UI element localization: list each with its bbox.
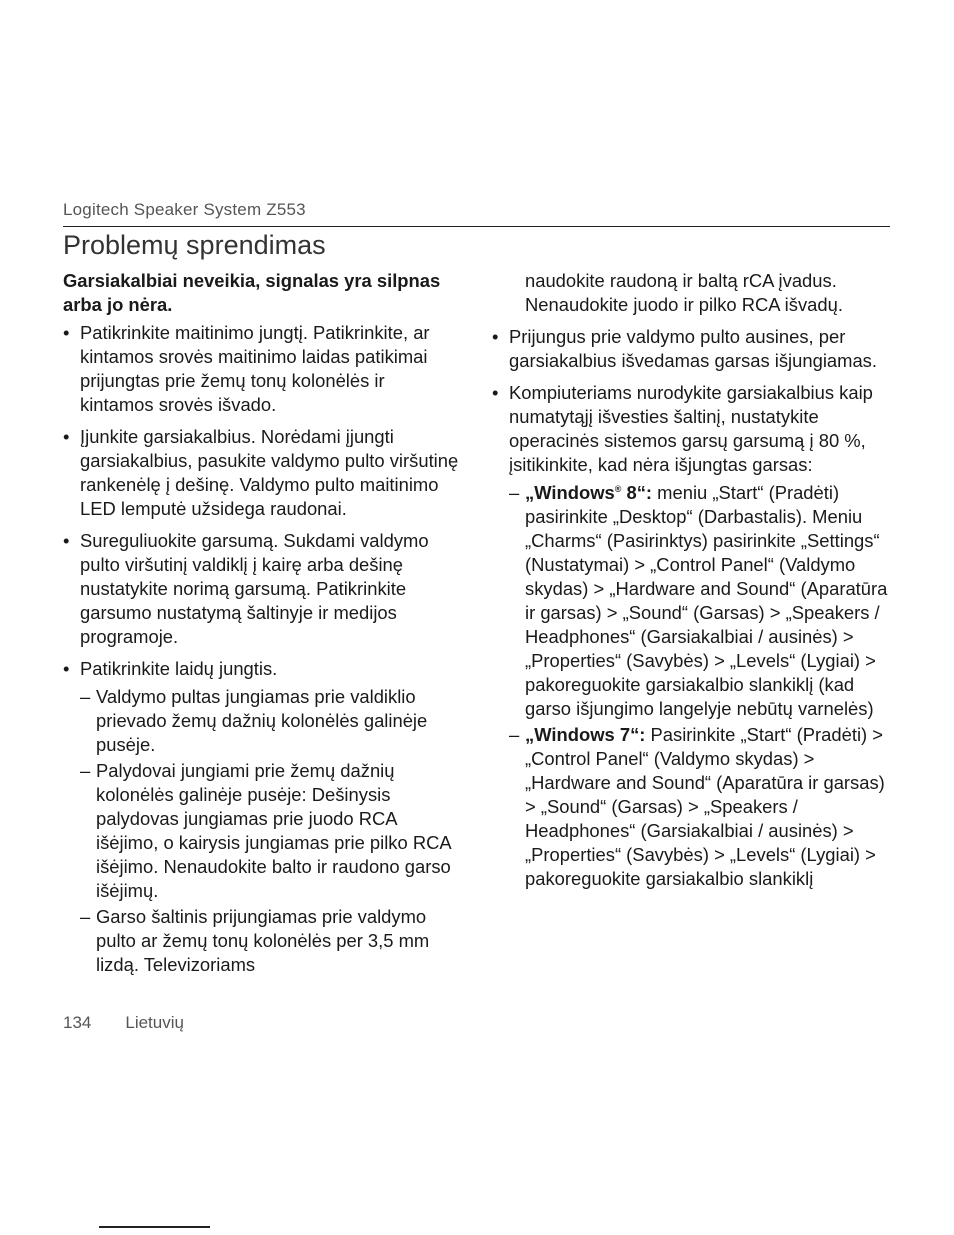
windows8-instructions: meniu „Start“ (Pradėti) pasirinkite „Desktop“ (Darbastalis). Meniu „Charms“ (Pasirinktys) pasirinkite „Settings“ (Nustatymai) > „Control Panel“ (Valdymo skydas) > „Hardware and Sound“ (Aparatūra ir garsas) > „Sound“ (Garsas) > „Speakers / Headphones“ (Garsiakalbiai / ausinės) > „Properties“ (Savybės) > „Levels“ (Lygiai) > pakoreguokite garsiakalbio slankiklį (kad garso išjungimo langelyje nebūtų varnelės) xyxy=(525,482,888,719)
list-item xyxy=(63,657,463,977)
bullet-icon: • xyxy=(63,530,70,551)
bullet-icon: • xyxy=(492,382,499,403)
troubleshoot-list xyxy=(63,321,463,977)
page-footer xyxy=(63,1013,184,1033)
troubleshoot-list-continued xyxy=(492,325,892,891)
list-item xyxy=(63,529,463,649)
sub-list-item xyxy=(80,759,463,903)
sub-list-item-text: Garso šaltinis prijungiamas prie valdymo pulto ar žemų tonų kolonėlės per 3,5 mm lizdą. Televizoriams xyxy=(96,906,430,975)
continued-text: naudokite raudoną ir baltą rCA įvadus. Nenaudokite juodo ir pilko RCA išvadų. xyxy=(525,270,843,315)
list-item xyxy=(63,321,463,417)
page-number: 134 xyxy=(63,1013,92,1032)
sub-list-item-windows7 xyxy=(509,723,892,891)
list-item-text: Įjunkite garsiakalbius. Norėdami įjungti garsiakalbius, pasukite valdymo pulto viršutinę rankenėlę į dešinę. Valdymo pulto maitinimo LED lemputė užsidega raudonai. xyxy=(80,426,459,519)
right-column xyxy=(492,269,892,899)
list-item xyxy=(492,381,892,891)
list-item-text: Kompiuteriams nurodykite garsiakalbius kaip numatytąjį išvesties šaltinį, nustatykite operacinės sistemos garsų garsumą į 80 %, įsitikinkite, kad nėra išjungtas garsas: xyxy=(509,382,873,475)
bottom-divider xyxy=(99,1226,210,1228)
sub-list-item-text: Valdymo pultas jungiamas prie valdiklio prievado žemų dažnių kolonėlės galinėje pusėje. xyxy=(96,686,428,755)
dash-icon: – xyxy=(509,482,520,503)
dash-icon: – xyxy=(80,906,91,927)
list-item-text: Prijungus prie valdymo pulto ausines, per garsiakalbius išvedamas garsas išjungiamas. xyxy=(509,326,877,371)
dash-icon: – xyxy=(80,686,91,707)
sub-list-item-text: Palydovai jungiami prie žemų dažnių kolonėlės galinėje pusėje: Dešinysis palydovas jungiamas prie juodo RCA išėjimo, o kairysis jungiamas prie pilko RCA išėjimo. Nenaudokite balto ir raudono garso išėjimų. xyxy=(96,760,451,901)
windows7-instructions: Pasirinkite „Start“ (Pradėti) > „Control Panel“ (Valdymo skydas) > „Hardware and Sound“ (Aparatūra ir garsas) > „Sound“ (Garsas) > „Speakers / Headphones“ (Garsiakalbiai / ausinės) > „Properties“ (Savybės) > „Levels“ (Lygiai) > pakoreguokite garsiakalbio slankiklį xyxy=(525,724,885,889)
bullet-icon: • xyxy=(63,426,70,447)
list-item-text: Sureguliuokite garsumą. Sukdami valdymo pulto viršutinį valdiklį į kairę arba dešinę nustatykite norimą garsumą. Patikrinkite garsumo nustatymą šaltinyje ir medijos programoje. xyxy=(80,530,429,647)
windows7-label: „Windows 7“: xyxy=(525,724,646,745)
dash-icon: – xyxy=(80,760,91,781)
section-subheading: Garsiakalbiai neveikia, signalas yra silpnas arba jo nėra. xyxy=(63,270,441,315)
dash-icon: – xyxy=(509,724,520,745)
bullet-icon: • xyxy=(492,326,499,347)
list-item xyxy=(63,425,463,521)
product-name: Logitech Speaker System Z553 xyxy=(63,200,306,219)
sub-list xyxy=(509,481,892,891)
windows8-label: „Windows® 8“: xyxy=(525,482,653,503)
footer-language: Lietuvių xyxy=(125,1013,184,1032)
bullet-icon: • xyxy=(63,322,70,343)
sub-list-item xyxy=(80,905,463,977)
list-item xyxy=(492,325,892,373)
sub-list xyxy=(80,685,463,977)
list-item-text: Patikrinkite maitinimo jungtį. Patikrinkite, ar kintamos srovės maitinimo laidas patikimai prijungtas prie žemų tonų kolonėlės ir kintamos srovės išvado. xyxy=(80,322,430,415)
sub-list-item xyxy=(80,685,463,757)
page-title: Problemų sprendimas xyxy=(63,230,326,260)
list-item-text: Patikrinkite laidų jungtis. xyxy=(80,658,278,679)
header-divider xyxy=(63,226,890,227)
left-column xyxy=(63,269,463,985)
bullet-icon: • xyxy=(63,658,70,679)
sub-list-item-windows8 xyxy=(509,481,892,721)
